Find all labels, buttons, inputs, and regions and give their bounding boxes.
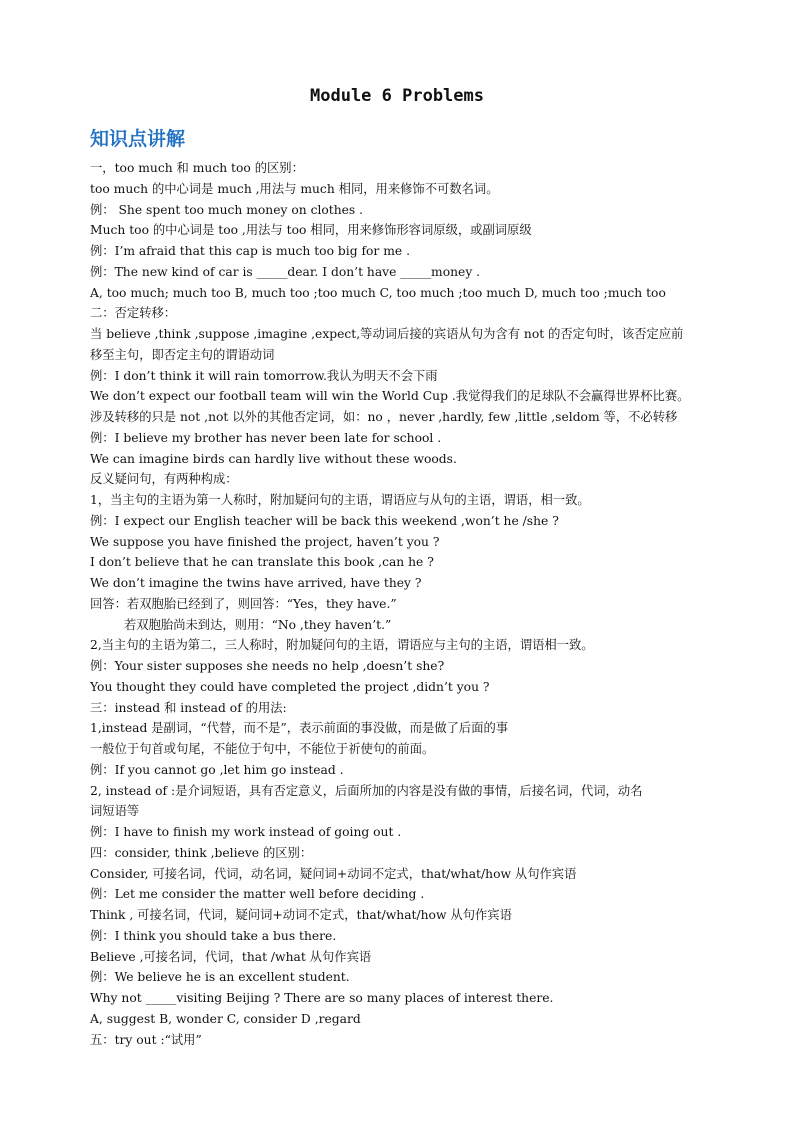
text-line: 1，当主句的主语为第一人称时，附加疑问句的主语，谓语应与从句的主语，谓语，相一致。 bbox=[90, 493, 590, 507]
text-line: 例：I expect our English teacher will be back this weekend ,won’t he /she ? bbox=[90, 513, 559, 528]
text-line: too much 的中心词是 much ,用法与 much 相同，用来修饰不可数名词。 bbox=[90, 181, 499, 196]
text-line: We don’t imagine the twins have arrived, have they ? bbox=[90, 576, 422, 590]
text-line: 回答：若双胞胎已经到了，则回答：“Yes，they have.” bbox=[90, 596, 397, 611]
text-line: 五：try out :“试用” bbox=[90, 1032, 202, 1047]
text-line: 1,instead 是副词，“代替，而不是”，表示前面的事没做，而是做了后面的事 bbox=[90, 721, 509, 736]
text-line: Why not _____visiting Beijing ? There are so many places of interest there. bbox=[90, 991, 554, 1005]
text-line: Much too 的中心词是 too ,用法与 too 相同，用来修饰形容词原级，或副词原级 bbox=[90, 223, 532, 238]
text-line: 2, instead of :是介词短语，具有否定意义，后面所加的内容是没有做的事情，后接名词，代词，动名 bbox=[90, 783, 643, 798]
text-line: 例： She spent too much money on clothes . bbox=[90, 202, 364, 217]
text-line: Consider, 可接名词，代词，动名词，疑问词+动词不定式，that/what/how 从句作宾语 bbox=[90, 866, 577, 881]
text-line: 例：The new kind of car is _____dear. I don’t have _____money . bbox=[90, 264, 481, 279]
text-line: We suppose you have finished the project, haven’t you ? bbox=[90, 534, 440, 549]
text-line: Believe ,可接名词，代词，that /what 从句作宾语 bbox=[90, 949, 372, 964]
document-title: Module 6 Problems bbox=[310, 86, 484, 106]
text-line: A, suggest B, wonder C, consider D ,regard bbox=[90, 1011, 361, 1026]
text-line: 移至主句，即否定主句的谓语动词 bbox=[90, 347, 275, 362]
text-line: We don’t expect our football team will win the World Cup .我觉得我们的足球队不会赢得世界杯比赛。 bbox=[90, 389, 690, 404]
text-line: 涉及转移的只是 not ,not 以外的其他否定词，如：no ，never ,hardly, few ,little ,seldom 等，不必转移 bbox=[90, 410, 678, 424]
text-line: 二：否定转移： bbox=[90, 306, 177, 321]
text-line: 若双胞胎尚未到达，则用：“No ,they haven’t.” bbox=[124, 617, 392, 632]
text-line: Think , 可接名词，代词，疑问词+动词不定式，that/what/how 从句作宾语 bbox=[90, 908, 512, 922]
text-line: 当 believe ,think ,suppose ,imagine ,expect,等动词后接的宾语从句为含有 not 的否定句时，该否定应前 bbox=[90, 327, 684, 341]
text-line: 一，too much 和 much too 的区别： bbox=[90, 161, 304, 175]
text-line: I don’t believe that he can translate this book ,can he ? bbox=[90, 555, 434, 570]
document-body bbox=[90, 158, 710, 1050]
text-line: 词短语等 bbox=[90, 804, 140, 819]
text-line: You thought they could have completed the project ,didn’t you ? bbox=[90, 679, 490, 694]
text-line: 例：If you cannot go ,let him go instead . bbox=[90, 762, 344, 777]
text-line: We can imagine birds can hardly live without these woods. bbox=[90, 451, 457, 466]
text-line: A, too much; much too B, much too ;too much C, too much ;too much D, much too ;much too bbox=[90, 285, 666, 300]
text-line: 例：Let me consider the matter well before deciding . bbox=[90, 887, 425, 902]
text-line: 例：I believe my brother has never been late for school . bbox=[90, 430, 442, 445]
text-line: 例：I don’t think it will rain tomorrow.我认为明天不会下雨 bbox=[90, 368, 438, 383]
text-line: 2,当主句的主语为第二，三人称时，附加疑问句的主语，谓语应与主句的主语，谓语相一致。 bbox=[90, 638, 594, 653]
text-line: 例：I have to finish my work instead of going out . bbox=[90, 825, 402, 839]
text-line: 三：instead 和 instead of 的用法: bbox=[90, 700, 287, 715]
section-heading: 知识点讲解 bbox=[90, 128, 186, 150]
text-line: 一般位于句首或句尾，不能位于句中，不能位于祈使句的前面。 bbox=[90, 742, 435, 756]
text-line: 四：consider, think ,believe 的区别： bbox=[90, 845, 313, 860]
text-line: 例：Your sister supposes she needs no help ,doesn’t she? bbox=[90, 659, 445, 673]
text-line: 例：We believe he is an excellent student. bbox=[90, 970, 350, 985]
text-line: 例：I think you should take a bus there. bbox=[90, 928, 337, 943]
text-line: 反义疑问句，有两种构成： bbox=[90, 472, 238, 487]
text-line: 例：I’m afraid that this cap is much too big for me . bbox=[90, 244, 410, 258]
